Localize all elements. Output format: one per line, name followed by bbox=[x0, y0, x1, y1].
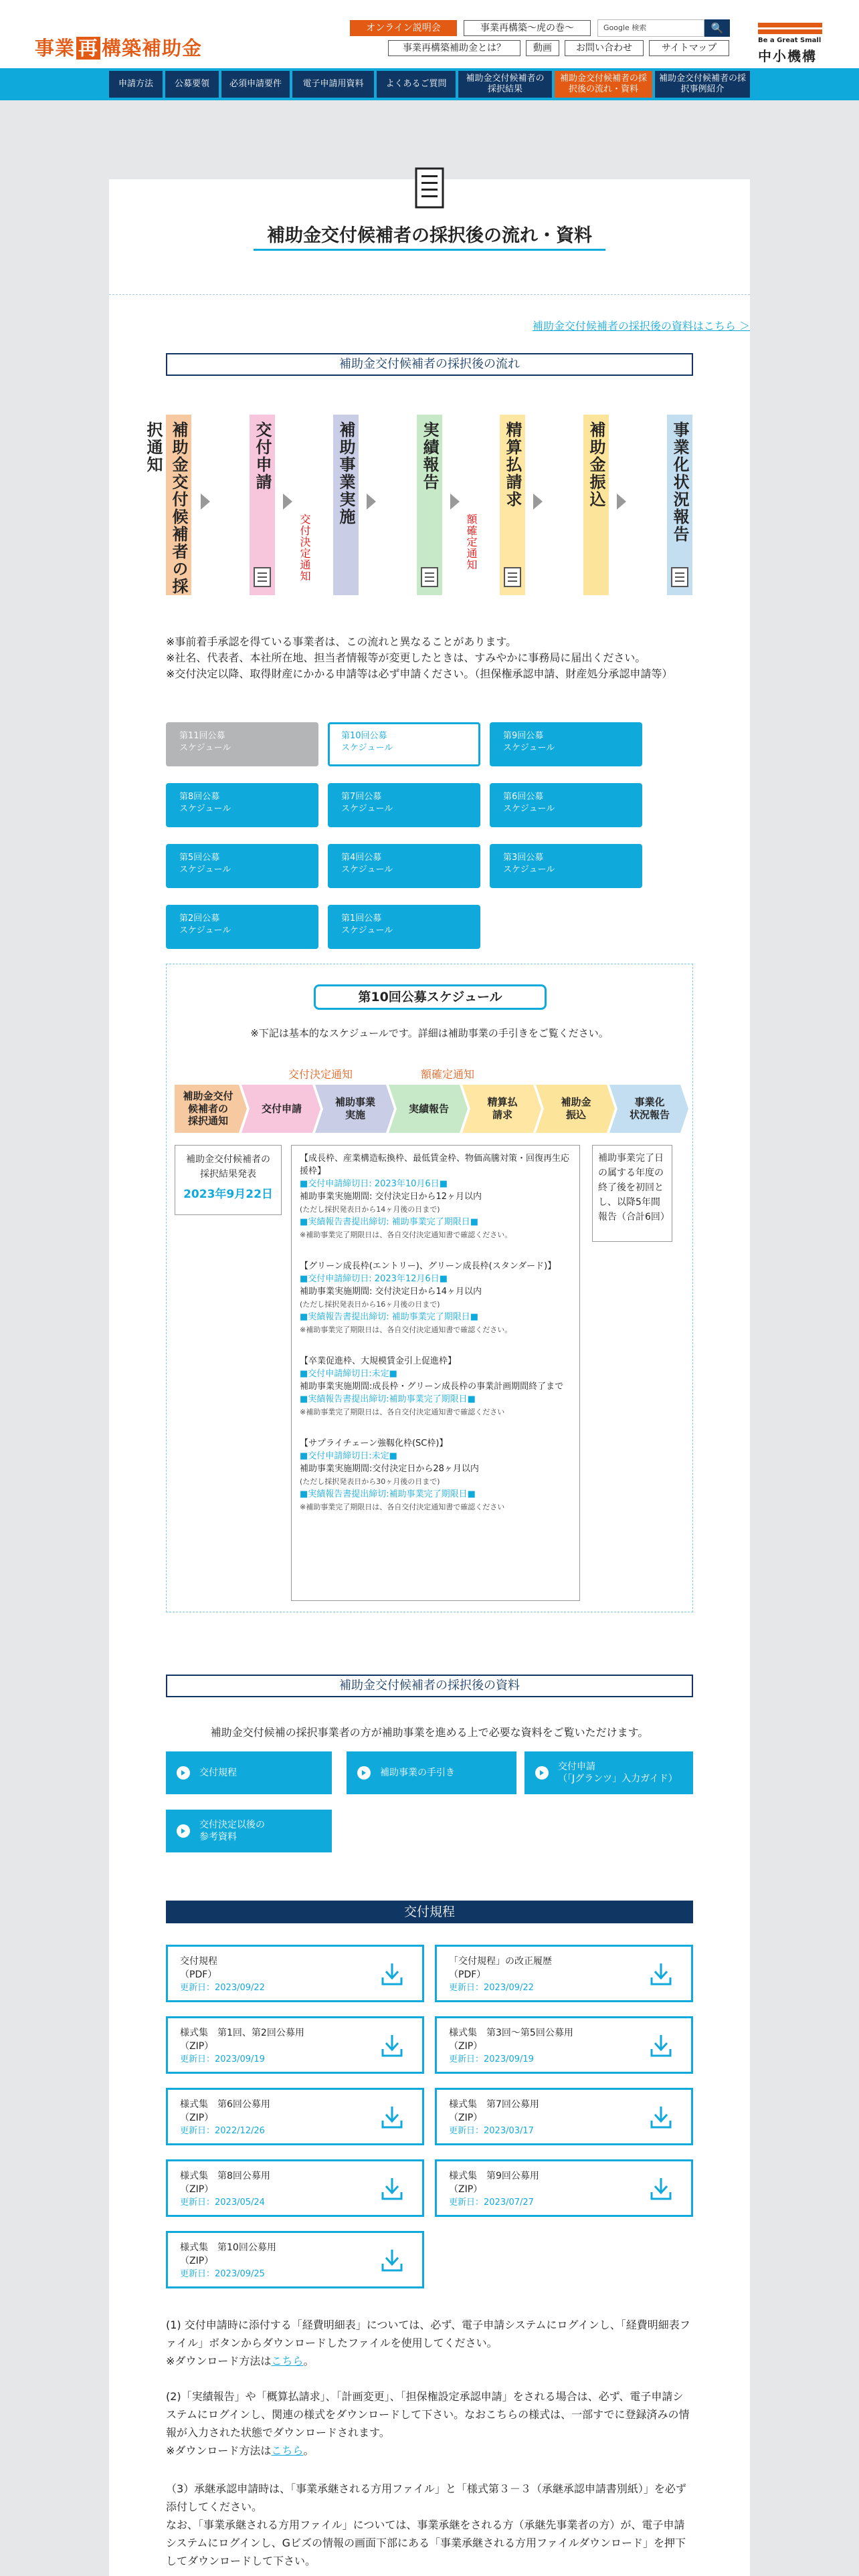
download-item-name: 様式集 第7回公募用 （ZIP） bbox=[449, 2099, 539, 2123]
material-button-guide[interactable]: 補助事業の手引き bbox=[347, 1751, 516, 1794]
download-item-updated: 更新日：2023/07/27 bbox=[449, 2197, 534, 2208]
schedule-group-period: 補助事業実施期間: 交付決定日から12ヶ月以内 bbox=[300, 1192, 482, 1202]
arrow-circle-icon bbox=[357, 1766, 371, 1780]
materials-section-heading: 補助金交付候補者の採択後の資料 bbox=[166, 1675, 693, 1697]
flow-note-grant-decision: 交付決定通知 bbox=[298, 514, 311, 582]
schedule-group-deadline: ■交付申請締切日:未定■ bbox=[300, 1369, 397, 1379]
download-item-name: 交付規程 （PDF） bbox=[180, 1956, 217, 1980]
flow-step-adoption-notice: 補助金交付候補者の採択通知 bbox=[166, 415, 191, 595]
sme-logo[interactable]: Be a Great Small 中小機構 bbox=[758, 20, 825, 60]
arrow-circle-icon bbox=[535, 1766, 549, 1780]
schedule-step-label: 補助金交付 候補者の 採択通知 bbox=[183, 1089, 233, 1128]
nav-item-requirements[interactable]: 必須申請要件 bbox=[221, 71, 290, 98]
site-logo[interactable]: 事業 再 構築補助金 bbox=[35, 37, 203, 60]
download-item-name: 様式集 第9回公募用 （ZIP） bbox=[449, 2171, 539, 2195]
materials-lead: 補助金交付候補の採択事業者の方が補助事業を進める上で必要な資料をご覧いただけます。 bbox=[210, 1726, 649, 1739]
nav-item-application[interactable]: 申請方法 bbox=[109, 71, 163, 98]
about-subsidy-link[interactable]: 事業再構築補助金とは？ bbox=[388, 40, 520, 56]
status-report-note: 補助事業完了日の属する年度の終了後を初回とし、以降5年間報告（合計6回） bbox=[592, 1145, 672, 1242]
download-icon[interactable] bbox=[650, 2105, 672, 2130]
page-title: 補助金交付候補者の採択後の流れ・資料 bbox=[267, 225, 592, 246]
material-button-post-decision[interactable]: 交付決定以後の 参考資料 bbox=[166, 1810, 332, 1852]
download-item-updated: 更新日：2022/12/26 bbox=[180, 2126, 265, 2136]
step-note-amount-decision: 額確定通知 bbox=[421, 1068, 475, 1081]
download-item[interactable] bbox=[166, 2016, 424, 2074]
download-item-updated: 更新日：2023/09/22 bbox=[449, 1983, 534, 1993]
schedule-group-report: ■実績報告書提出締切:補助事業完了期限日■ bbox=[300, 1489, 476, 1499]
schedule-group-report: ■実績報告書提出締切: 補助事業完了期限日■ bbox=[300, 1217, 479, 1227]
schedule-group-report-note: ※補助事業完了期限日は、各自交付決定通知書で確認ください bbox=[300, 1408, 505, 1416]
download-item-updated: 更新日：2023/05/24 bbox=[180, 2197, 265, 2208]
material-button-rules[interactable]: 交付規程 bbox=[166, 1751, 332, 1794]
arrow-right-icon bbox=[450, 494, 460, 510]
schedule-group-report-note: ※補助事業完了期限日は、各自交付決定通知書で確認ください。 bbox=[300, 1230, 512, 1239]
flow-section-heading: 補助金交付候補者の採択後の流れ bbox=[166, 353, 693, 376]
schedule-group-report-note: ※補助事業完了期限日は、各自交付決定通知書で確認ください bbox=[300, 1503, 505, 1511]
schedule-button-8[interactable]: 第8回公募 スケジュール bbox=[166, 783, 318, 827]
document-icon bbox=[671, 567, 688, 587]
schedule-group-report: ■実績報告書提出締切:補助事業完了期限日■ bbox=[300, 1394, 476, 1404]
arrow-right-icon bbox=[201, 494, 210, 510]
video-link[interactable]: 動画 bbox=[526, 40, 559, 56]
schedule-step-label: 交付申請 bbox=[261, 1102, 302, 1115]
schedule-detail-box bbox=[291, 1145, 580, 1601]
schedule-detail-title: 第10回公募スケジュール bbox=[314, 984, 547, 1010]
schedule-group bbox=[300, 1437, 571, 1513]
arrow-circle-icon bbox=[177, 1766, 190, 1780]
schedule-group-period: 補助事業実施期間:交付決定日から28ヶ月以内 bbox=[300, 1464, 479, 1474]
nav-item-faq[interactable]: よくあるご質問 bbox=[377, 71, 456, 98]
schedule-group-period-note: (ただし採択発表日から14ヶ月後の日まで) bbox=[300, 1205, 440, 1214]
schedule-button-9[interactable]: 第9回公募 スケジュール bbox=[490, 722, 642, 766]
download-item-updated: 更新日：2023/09/25 bbox=[180, 2269, 265, 2279]
arrow-right-icon bbox=[283, 494, 292, 510]
main-content bbox=[109, 179, 750, 2576]
download-item[interactable] bbox=[435, 2016, 693, 2074]
flow-note-amount-decision: 額確定通知 bbox=[465, 514, 478, 570]
flow-step-application: 交付申請 bbox=[250, 415, 275, 595]
schedule-group-period: 補助事業実施期間:成長枠・グリーン成長枠の事業計画期間終了まで bbox=[300, 1382, 564, 1392]
schedule-button-1[interactable]: 第1回公募 スケジュール bbox=[328, 905, 480, 949]
flow-step-transfer: 補助金振込 bbox=[583, 415, 609, 595]
nav-item-after-adoption[interactable]: 補助金交付候補者の採択後の流れ・資料 bbox=[555, 71, 652, 98]
sitemap-link[interactable]: サイトマップ bbox=[649, 40, 729, 56]
step-note-grant-decision: 交付決定通知 bbox=[288, 1068, 353, 1081]
download-item-updated: 更新日：2023/03/17 bbox=[449, 2126, 534, 2136]
download-item-updated: 更新日：2023/09/22 bbox=[180, 1983, 265, 1993]
document-icon bbox=[421, 567, 438, 587]
arrow-right-icon bbox=[533, 494, 543, 510]
materials-anchor-link[interactable]: 補助金交付候補者の採択後の資料はこちら ＞ bbox=[532, 320, 750, 332]
document-icon bbox=[254, 567, 271, 587]
adoption-result-box: 補助金交付候補者の 採択結果発表 2023年9月22日 bbox=[175, 1145, 282, 1215]
search-input[interactable]: Google 検索 bbox=[597, 19, 704, 37]
schedule-step-label: 補助事業 実施 bbox=[335, 1096, 375, 1121]
schedule-group-period-note: (ただし採択発表日から30ヶ月後の日まで) bbox=[300, 1477, 440, 1486]
kofu-section-heading: 交付規程 bbox=[166, 1901, 693, 1923]
tora-no-maki-link[interactable]: 事業再構築〜虎の巻〜 bbox=[464, 20, 591, 36]
document-icon bbox=[504, 567, 521, 587]
adoption-result-date: 2023年9月22日 bbox=[183, 1188, 273, 1201]
schedule-group-report: ■実績報告書提出締切: 補助事業完了期限日■ bbox=[300, 1312, 479, 1322]
material-button-jgrants[interactable]: 交付申請 （「Jグランツ」入力ガイド） bbox=[524, 1751, 693, 1794]
flow-notes: ※事前着手承認を得ている事業者は、この流れと異なることがあります。 ※社名、代表者、本社所在地、担当者情報等が変更したときは、すみやかに事務局に届出ください。 ※交付決定以降、取得財産にかかる申請等は必ず申請ください。（担保権承認申請、財産処分承認申請等） bbox=[166, 635, 673, 680]
download-item-name: 様式集 第3回〜第5回公募用 （ZIP） bbox=[449, 2028, 573, 2052]
note-paragraph-1: (1) 交付申請時に添付する「経費明細表」については、必ず、電子申請システムにログインし、「経費明細表ファイル」ボタンからダウンロードしたファイルを使用してください。 ※ダウンロード方法はこちら。 bbox=[166, 2319, 690, 2367]
schedule-group-deadline: ■交付申請締切日: 2023年12月6日■ bbox=[300, 1274, 448, 1284]
download-item[interactable] bbox=[435, 1945, 693, 2002]
note-paragraph-3: （3）承継承認申請時は、「事業承継される方用ファイル」と「様式第３－３（承継承認申請書別紙）」を必ず添付してください。 なお、「事業承継される方用ファイル」については、事業承継をされる方（承継先事業者の方）が、電子申請システムにログインし、Gビズの情報の画面下部にある「事業承継される方用ファイルダウンロード」を押下してダウンロードして下さい。 bbox=[166, 2482, 686, 2567]
arrow-right-icon bbox=[617, 494, 626, 510]
contact-link[interactable]: お問い合わせ bbox=[565, 40, 644, 56]
flow-step-report: 実績報告 bbox=[417, 415, 442, 595]
download-icon[interactable] bbox=[381, 1961, 403, 1987]
download-item[interactable] bbox=[166, 2231, 424, 2288]
schedule-group bbox=[300, 1152, 571, 1241]
download-method-link-1[interactable]: こちら bbox=[271, 2355, 304, 2367]
note-paragraph-2: (2)「実績報告」や「概算払請求」、「計画変更」、「担保権設定承認申請」をされる場合は、必ず、電子申請システムにログインし、関連の様式をダウンロードして下さい。なおこちらの様式は、一部すでに登録済みの情報が入力された状態でダウンロードされます。 ※ダウンロード方法はこちら。 bbox=[166, 2390, 690, 2457]
download-item-name: 「交付規程」の改正履歴 （PDF） bbox=[449, 1956, 552, 1980]
download-icon[interactable] bbox=[381, 2033, 403, 2058]
download-icon[interactable] bbox=[650, 2176, 672, 2202]
schedule-step-label: 事業化 状況報告 bbox=[629, 1096, 670, 1121]
schedule-group-heading: 【グリーン成長枠(エントリー)、グリーン成長枠(スタンダード)】 bbox=[300, 1261, 557, 1271]
download-item[interactable] bbox=[435, 2159, 693, 2217]
schedule-step-label: 精算払 請求 bbox=[487, 1096, 518, 1121]
nav-item-e-application[interactable]: 電子申請用資料 bbox=[292, 71, 374, 98]
schedule-button-3[interactable]: 第3回公募 スケジュール bbox=[490, 844, 642, 888]
download-icon[interactable] bbox=[650, 1961, 672, 1987]
download-icon[interactable] bbox=[650, 2033, 672, 2058]
download-item[interactable] bbox=[166, 2159, 424, 2217]
arrow-right-icon bbox=[367, 494, 376, 510]
schedule-group-deadline: ■交付申請締切日: 2023年10月6日■ bbox=[300, 1179, 448, 1189]
schedule-button-7[interactable]: 第7回公募 スケジュール bbox=[328, 783, 480, 827]
schedule-group-deadline: ■交付申請締切日:未定■ bbox=[300, 1451, 397, 1461]
document-icon bbox=[415, 167, 444, 209]
download-item-name: 様式集 第1回、第2回公募用 （ZIP） bbox=[180, 2028, 304, 2052]
schedule-detail-panel bbox=[166, 964, 693, 1612]
download-item-name: 様式集 第6回公募用 （ZIP） bbox=[180, 2099, 270, 2123]
schedule-button-6[interactable]: 第6回公募 スケジュール bbox=[490, 783, 642, 827]
download-item[interactable] bbox=[166, 1945, 424, 2002]
search-icon[interactable]: 🔍 bbox=[704, 19, 730, 37]
download-item[interactable] bbox=[166, 2088, 424, 2145]
schedule-button-2[interactable]: 第2回公募 スケジュール bbox=[166, 905, 318, 949]
arrow-circle-icon bbox=[177, 1824, 190, 1838]
schedule-group-heading: 【卒業促進枠、大規模賃金引上促進枠】 bbox=[300, 1356, 457, 1366]
flow-step-status-report: 事業化状況報告 bbox=[667, 415, 692, 595]
online-seminar-link[interactable]: オンライン説明会 bbox=[350, 20, 457, 36]
schedule-button-5[interactable]: 第5回公募 スケジュール bbox=[166, 844, 318, 888]
divider bbox=[109, 294, 750, 295]
download-item-updated: 更新日：2023/09/19 bbox=[449, 2054, 534, 2064]
download-icon[interactable] bbox=[381, 2248, 403, 2273]
schedule-step-label: 補助金 振込 bbox=[561, 1096, 591, 1121]
global-nav bbox=[0, 68, 859, 100]
nav-item-results[interactable]: 補助金交付候補者の採択結果 bbox=[458, 71, 552, 98]
download-item-name: 様式集 第10回公募用 （ZIP） bbox=[180, 2242, 276, 2266]
download-item-updated: 更新日：2023/09/19 bbox=[180, 2054, 265, 2064]
download-item-name: 様式集 第8回公募用 （ZIP） bbox=[180, 2171, 270, 2195]
download-item[interactable] bbox=[435, 2088, 693, 2145]
download-icon[interactable] bbox=[381, 2105, 403, 2130]
flow-step-payment-request: 精算払請求 bbox=[500, 415, 525, 595]
schedule-button-11[interactable]: 第11回公募 スケジュール bbox=[166, 722, 318, 766]
schedule-group bbox=[300, 1260, 571, 1336]
nav-item-guidelines[interactable]: 公募要領 bbox=[165, 71, 219, 98]
download-icon[interactable] bbox=[381, 2176, 403, 2202]
schedule-step-label: 実績報告 bbox=[408, 1102, 449, 1115]
schedule-group-heading: 【サプライチェーン強靱化枠(SC枠)】 bbox=[300, 1438, 448, 1448]
schedule-group-period: 補助事業実施期間: 交付決定日から14ヶ月以内 bbox=[300, 1287, 482, 1297]
schedule-group-heading: 【成長枠、産業構造転換枠、最低賃金枠、物価高騰対策・回復再生応援枠】 bbox=[300, 1154, 570, 1176]
download-method-link-2[interactable]: こちら bbox=[271, 2444, 304, 2457]
schedule-detail-note: ※下記は基本的なスケジュールです。詳細は補助事業の手引きをご覧ください。 bbox=[250, 1027, 609, 1039]
nav-item-cases[interactable]: 補助金交付候補者の採択事例紹介 bbox=[655, 71, 750, 98]
title-underline bbox=[254, 249, 605, 251]
schedule-button-4[interactable]: 第4回公募 スケジュール bbox=[328, 844, 480, 888]
schedule-group-period-note: (ただし採択発表日から16ヶ月後の日まで) bbox=[300, 1300, 440, 1309]
schedule-group bbox=[300, 1355, 571, 1418]
flow-step-implementation: 補助事業実施 bbox=[333, 415, 359, 595]
schedule-button-10[interactable]: 第10回公募 スケジュール bbox=[328, 722, 480, 766]
schedule-group-report-note: ※補助事業完了期限日は、各自交付決定通知書で確認ください。 bbox=[300, 1325, 512, 1334]
